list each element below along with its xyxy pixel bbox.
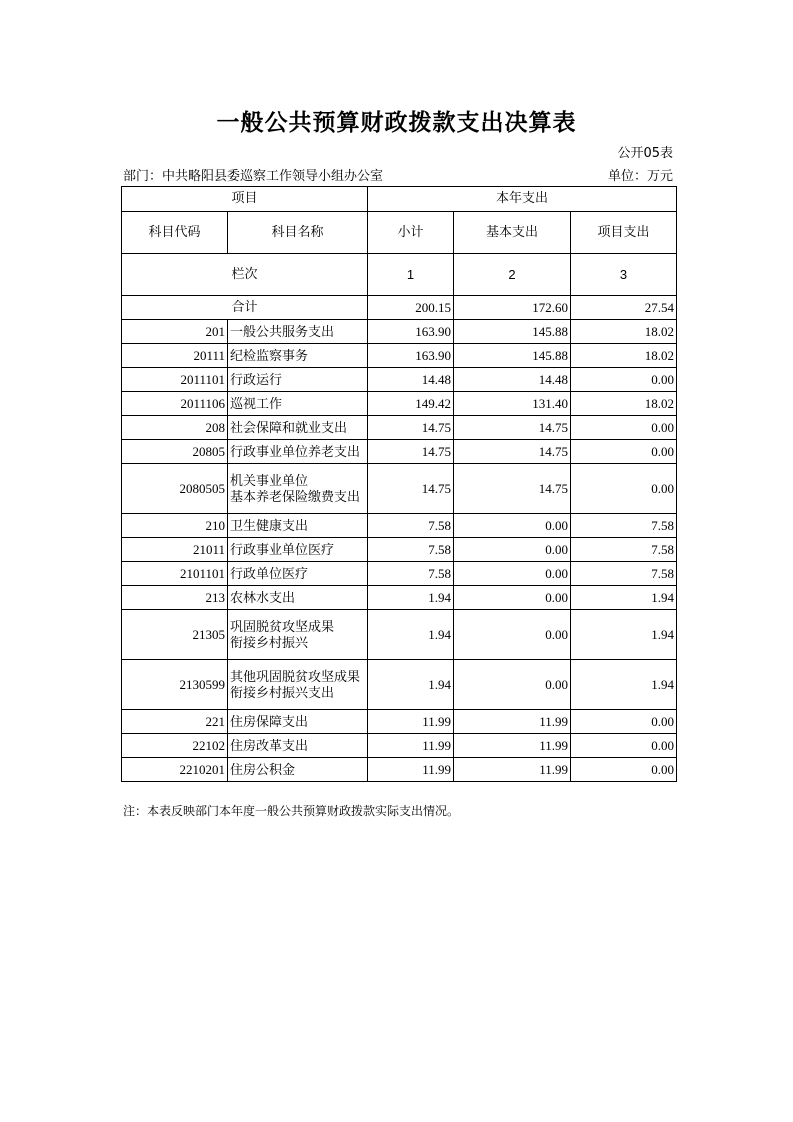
row-name (228, 368, 368, 392)
table-row (122, 514, 677, 538)
row-name-line: 农林水支出 (230, 589, 296, 605)
department-label: 部门：中共略阳县委巡察工作领导小组办公室 (123, 169, 384, 184)
row-code: 2210201 (122, 758, 228, 782)
header-current-year-expense: 本年支出 (368, 187, 677, 212)
unit-label: 单位：万元 (607, 169, 673, 184)
row-name-line: 巩固脱贫攻坚成果 (230, 618, 335, 634)
row-code: 2101101 (122, 562, 228, 586)
header-basic: 基本支出 (454, 212, 571, 254)
row-basic: 11.99 (454, 758, 571, 782)
row-project: 1.94 (571, 586, 677, 610)
row-subtotal: 7.58 (368, 514, 454, 538)
total-basic: 172.60 (454, 296, 571, 320)
table-row (122, 320, 677, 344)
column-index-2: 2 (454, 254, 571, 296)
table-row (122, 586, 677, 610)
row-name-line: 住房改革支出 (230, 737, 309, 753)
row-subtotal: 1.94 (368, 660, 454, 710)
row-project: 7.58 (571, 562, 677, 586)
row-project: 0.00 (571, 710, 677, 734)
table-note: 注：本表反映部门本年度一般公共预算财政拨款实际支出情况。 (123, 804, 460, 818)
row-project: 0.00 (571, 734, 677, 758)
header-name: 科目名称 (228, 212, 368, 254)
table-row (122, 710, 677, 734)
row-code: 2011106 (122, 392, 228, 416)
row-project: 0.00 (571, 758, 677, 782)
row-code: 201 (122, 320, 228, 344)
table-row (122, 392, 677, 416)
row-code: 208 (122, 416, 228, 440)
table-row (122, 464, 677, 514)
row-name (228, 344, 368, 368)
row-code: 2011101 (122, 368, 228, 392)
row-name-line-2: 衔接乡村振兴 (230, 634, 309, 650)
column-index-3: 3 (571, 254, 677, 296)
row-name-line: 机关事业单位 (230, 472, 309, 488)
row-subtotal: 11.99 (368, 710, 454, 734)
row-subtotal: 163.90 (368, 344, 454, 368)
row-name (228, 734, 368, 758)
row-name-line: 住房保障支出 (230, 713, 309, 729)
row-basic: 14.75 (454, 440, 571, 464)
row-project: 7.58 (571, 514, 677, 538)
row-name-line: 其他巩固脱贫攻坚成果 (230, 668, 361, 684)
row-name (228, 586, 368, 610)
row-subtotal: 7.58 (368, 538, 454, 562)
page-title: 一般公共预算财政拨款支出决算表 (216, 110, 577, 136)
row-name-line: 行政事业单位医疗 (230, 541, 335, 557)
row-name-line: 巡视工作 (230, 395, 283, 411)
row-basic: 0.00 (454, 538, 571, 562)
row-code: 22102 (122, 734, 228, 758)
row-name-line-2: 基本养老保险缴费支出 (230, 488, 361, 504)
row-subtotal: 1.94 (368, 610, 454, 660)
total-label: 合计 (122, 296, 368, 320)
total-project: 27.54 (571, 296, 677, 320)
row-project: 1.94 (571, 610, 677, 660)
row-basic: 0.00 (454, 586, 571, 610)
row-project: 0.00 (571, 368, 677, 392)
row-project: 0.00 (571, 464, 677, 514)
row-name-line: 行政运行 (230, 371, 283, 387)
row-basic: 145.88 (454, 320, 571, 344)
row-basic: 0.00 (454, 610, 571, 660)
row-name (228, 464, 368, 514)
form-number: 公开05表 (617, 146, 673, 161)
table-row (122, 562, 677, 586)
row-name-line: 纪检监察事务 (230, 347, 309, 363)
total-row (122, 296, 677, 320)
row-name (228, 440, 368, 464)
column-index-1: 1 (368, 254, 454, 296)
row-name-line-2: 衔接乡村振兴支出 (230, 684, 335, 700)
row-name (228, 758, 368, 782)
row-name-line: 社会保障和就业支出 (230, 419, 348, 435)
row-name-line: 一般公共服务支出 (230, 323, 335, 339)
table-row (122, 416, 677, 440)
row-subtotal: 7.58 (368, 562, 454, 586)
expense-table (121, 186, 677, 782)
row-subtotal: 163.90 (368, 320, 454, 344)
header-item: 项目 (122, 187, 368, 212)
row-basic: 145.88 (454, 344, 571, 368)
row-name (228, 660, 368, 710)
header-project: 项目支出 (571, 212, 677, 254)
row-name (228, 320, 368, 344)
row-code: 213 (122, 586, 228, 610)
row-code: 2080505 (122, 464, 228, 514)
table-row (122, 538, 677, 562)
row-name-line: 住房公积金 (230, 761, 296, 777)
row-basic: 0.00 (454, 660, 571, 710)
row-code: 20111 (122, 344, 228, 368)
row-basic: 11.99 (454, 734, 571, 758)
row-subtotal: 14.75 (368, 416, 454, 440)
row-subtotal: 11.99 (368, 734, 454, 758)
row-basic: 11.99 (454, 710, 571, 734)
row-name-line: 行政单位医疗 (230, 565, 309, 581)
row-project: 18.02 (571, 320, 677, 344)
row-name (228, 710, 368, 734)
row-code: 20805 (122, 440, 228, 464)
row-project: 1.94 (571, 660, 677, 710)
row-basic: 14.48 (454, 368, 571, 392)
column-index-row (122, 254, 677, 296)
table-row (122, 344, 677, 368)
table-row (122, 610, 677, 660)
row-name-line: 行政事业单位养老支出 (230, 443, 361, 459)
row-code: 21011 (122, 538, 228, 562)
row-project: 18.02 (571, 344, 677, 368)
row-code: 2130599 (122, 660, 228, 710)
row-name-line: 卫生健康支出 (230, 517, 309, 533)
row-basic: 14.75 (454, 416, 571, 440)
table-row (122, 734, 677, 758)
row-name (228, 514, 368, 538)
row-project: 18.02 (571, 392, 677, 416)
table-row (122, 758, 677, 782)
row-name (228, 562, 368, 586)
column-label: 栏次 (122, 254, 368, 296)
header-subtotal: 小计 (368, 212, 454, 254)
row-basic: 14.75 (454, 464, 571, 514)
header-row-2 (122, 212, 677, 254)
row-basic: 131.40 (454, 392, 571, 416)
row-code: 210 (122, 514, 228, 538)
row-subtotal: 14.75 (368, 440, 454, 464)
row-name (228, 392, 368, 416)
row-name (228, 538, 368, 562)
row-subtotal: 14.75 (368, 464, 454, 514)
row-basic: 0.00 (454, 514, 571, 538)
row-basic: 0.00 (454, 562, 571, 586)
table-row (122, 368, 677, 392)
row-subtotal: 1.94 (368, 586, 454, 610)
row-project: 7.58 (571, 538, 677, 562)
row-subtotal: 11.99 (368, 758, 454, 782)
row-code: 21305 (122, 610, 228, 660)
row-project: 0.00 (571, 416, 677, 440)
table-row (122, 440, 677, 464)
row-subtotal: 149.42 (368, 392, 454, 416)
row-subtotal: 14.48 (368, 368, 454, 392)
row-project: 0.00 (571, 440, 677, 464)
row-name (228, 610, 368, 660)
header-code: 科目代码 (122, 212, 228, 254)
header-row-1 (122, 187, 677, 212)
row-code: 221 (122, 710, 228, 734)
total-subtotal: 200.15 (368, 296, 454, 320)
table-row (122, 660, 677, 710)
row-name (228, 416, 368, 440)
